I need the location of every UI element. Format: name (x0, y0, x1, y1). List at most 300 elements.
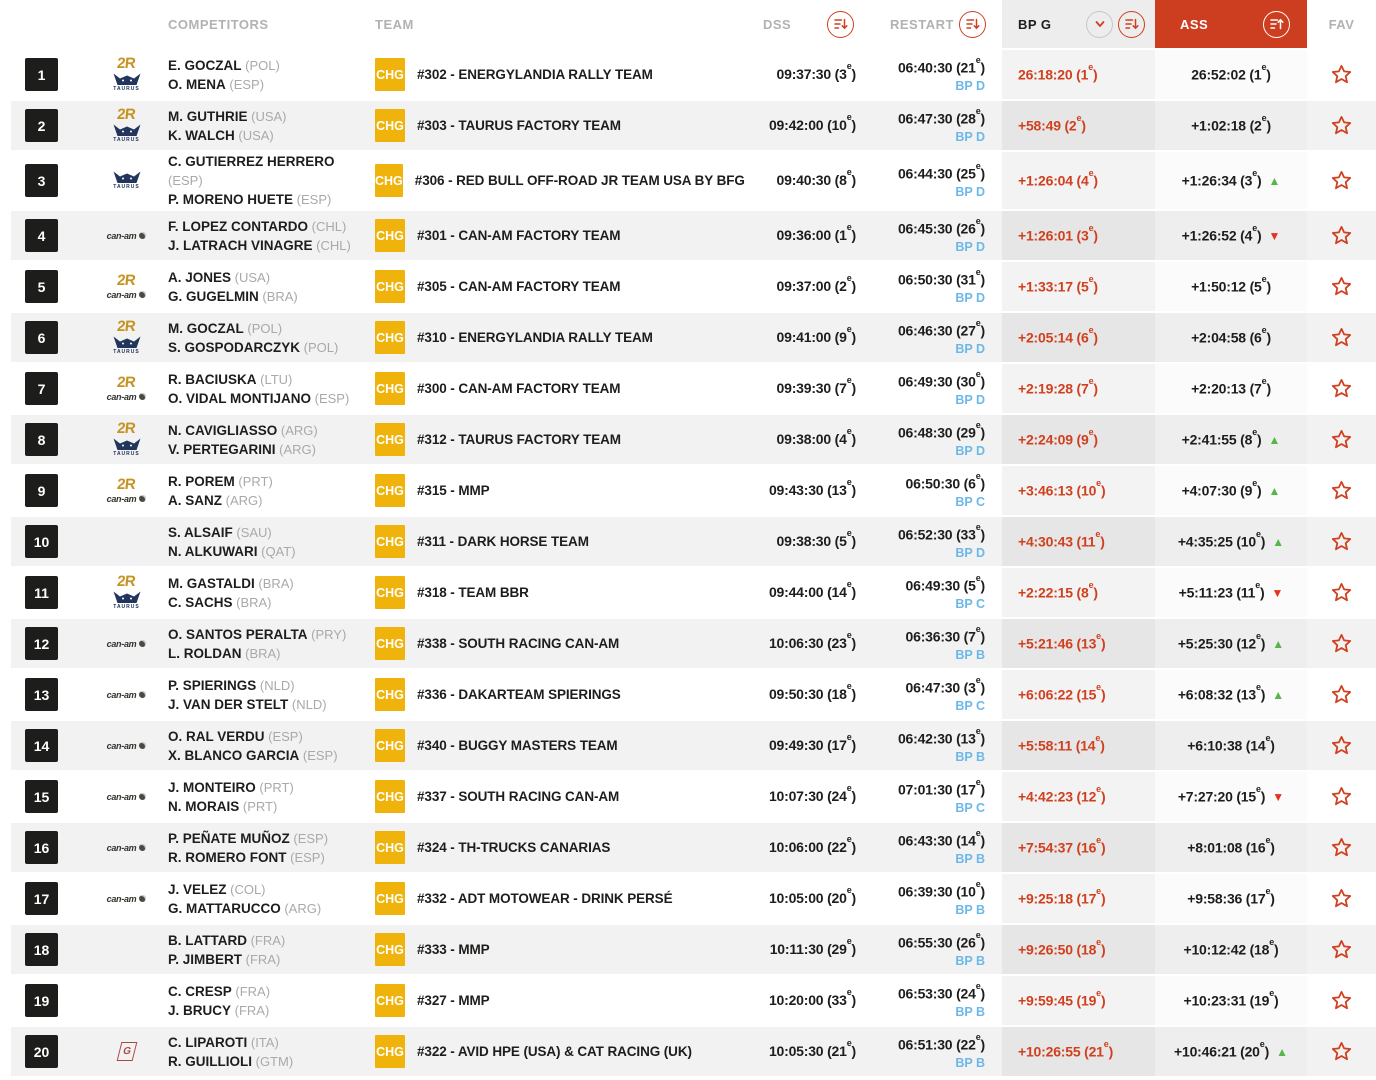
favorite-star-icon[interactable] (1331, 1041, 1352, 1062)
driver-line: J. BRUCY (FRA) (168, 1002, 270, 1018)
dss-time: 09:37:00 (2e) (776, 273, 856, 294)
team-logos (85, 843, 168, 853)
competitors-cell (168, 1033, 375, 1071)
bpg-time: 26:18:20 (1e) (1018, 62, 1098, 83)
driver-line: S. ALSAIF (SAU) (168, 524, 272, 540)
chg-badge: CHG (375, 58, 405, 91)
driver-line: R. BACIUSKA (LTU) (168, 371, 293, 387)
driver-line: F. LOPEZ CONTARDO (CHL) (168, 218, 347, 234)
restart-bp-label: BP D (955, 341, 985, 356)
competitors-cell (168, 829, 375, 867)
favorite-star-icon[interactable] (1331, 64, 1352, 85)
position-badge: 10 (25, 525, 58, 558)
bpg-sort-icon[interactable] (1118, 11, 1145, 38)
position-badge: 12 (25, 627, 58, 660)
restart-bp-label: BP D (955, 545, 985, 560)
canam-logo: can-am (107, 741, 147, 751)
bpg-time: +4:30:43 (11e) (1018, 529, 1105, 550)
2r-racing-logo: 2R (116, 106, 137, 123)
ass-time: +10:23:31 (19e) (1183, 988, 1279, 1009)
team-name: #305 - CAN-AM FACTORY TEAM (417, 279, 621, 294)
team-logos (85, 690, 168, 700)
dss-time: 09:38:30 (5e) (776, 528, 856, 549)
ass-time: +9:58:36 (17e) (1187, 886, 1275, 907)
ass-time: +5:11:23 (11e) (1178, 580, 1265, 601)
canam-logo: can-am (107, 843, 147, 853)
driver-line: J. MONTEIRO (PRT) (168, 779, 294, 795)
restart-bp-label: BP D (955, 129, 985, 144)
position-badge: 1 (25, 58, 58, 91)
driver-line: P. SPIERINGS (NLD) (168, 677, 295, 693)
table-row (11, 515, 1376, 566)
competitors-cell (168, 982, 375, 1020)
driver-line: O. VIDAL MONTIJANO (ESP) (168, 390, 350, 406)
team-logos (85, 271, 168, 300)
ass-time: +1:50:12 (5e) (1191, 274, 1271, 295)
team-name: #337 - SOUTH RACING CAN-AM (417, 789, 620, 804)
ass-time: +10:12:42 (18e) (1183, 937, 1279, 958)
team-name: #300 - CAN-AM FACTORY TEAM (417, 381, 621, 396)
team-name: #322 - AVID HPE (USA) & CAT RACING (UK) (417, 1044, 692, 1059)
restart-time: 06:44:30 (25e) (897, 161, 985, 182)
restart-time: 06:43:30 (14e) (897, 828, 985, 849)
driver-line: O. SANTOS PERALTA (PRY) (168, 626, 347, 642)
bpg-time: +9:59:45 (19e) (1018, 988, 1106, 1009)
position-badge: 20 (25, 1035, 58, 1068)
ass-time: +5:25:30 (12e) (1177, 631, 1266, 652)
table-row (11, 99, 1376, 150)
team-logos (85, 475, 168, 504)
driver-line: A. SANZ (ARG) (168, 492, 263, 508)
bpg-time: +1:33:17 (5e) (1018, 274, 1098, 295)
competitors-cell (168, 370, 375, 408)
favorite-star-icon[interactable] (1331, 735, 1352, 756)
col-bpg: BP G (1018, 16, 1052, 32)
dss-time: 10:05:00 (20e) (768, 885, 856, 906)
favorite-star-icon[interactable] (1331, 888, 1352, 909)
restart-time: 06:39:30 (10e) (897, 879, 985, 900)
trend-down-icon: ▼ (1272, 789, 1285, 804)
chg-badge: CHG (375, 576, 405, 609)
competitors-cell (168, 931, 375, 969)
chg-badge: CHG (375, 627, 405, 660)
team-logos (85, 741, 168, 751)
competitors-cell (168, 625, 375, 663)
dss-time: 09:36:00 (1e) (776, 222, 856, 243)
driver-line: E. GOCZAL (POL) (168, 57, 280, 73)
restart-time: 06:52:30 (33e) (897, 522, 985, 543)
table-row (11, 923, 1376, 974)
team-logos (85, 320, 168, 355)
taurus-logo: TAURUS (112, 171, 142, 190)
bpg-time: +2:24:09 (9e) (1018, 427, 1098, 448)
restart-bp-label: BP D (955, 184, 985, 199)
bpg-time: +9:26:50 (18e) (1018, 937, 1106, 958)
driver-line: J. LATRACH VINAGRE (CHL) (168, 237, 351, 253)
restart-time: 06:45:30 (26e) (897, 216, 985, 237)
team-logos (85, 373, 168, 402)
driver-line: N. CAVIGLIASSO (ARG) (168, 422, 318, 438)
dss-time: 09:41:00 (9e) (776, 324, 856, 345)
bpg-time: +7:54:37 (16e) (1018, 835, 1106, 856)
brp-dot-icon (139, 232, 146, 239)
trend-up-icon: ▲ (1268, 432, 1281, 447)
ass-time: +7:27:20 (15e) (1177, 784, 1266, 805)
canam-logo: can-am (107, 690, 147, 700)
driver-line: G. MATTARUCCO (ARG) (168, 900, 322, 916)
bpg-time: +4:42:23 (12e) (1018, 784, 1106, 805)
table-row (11, 311, 1376, 362)
competitors-cell (168, 268, 375, 306)
2r-racing-logo: 2R (116, 573, 137, 590)
bpg-time: +1:26:04 (4e) (1018, 168, 1098, 189)
position-badge: 13 (25, 678, 58, 711)
bpg-time: +1:26:01 (3e) (1018, 223, 1098, 244)
chg-badge: CHG (375, 525, 405, 558)
competitors-cell (168, 217, 375, 255)
favorite-star-icon[interactable] (1331, 786, 1352, 807)
favorite-star-icon[interactable] (1331, 582, 1352, 603)
dss-time: 09:39:30 (7e) (776, 375, 856, 396)
team-name: #333 - MMP (417, 942, 490, 957)
chg-badge: CHG (375, 882, 405, 915)
restart-bp-label: BP C (955, 800, 985, 815)
restart-time: 06:42:30 (13e) (897, 726, 985, 747)
favorite-star-icon[interactable] (1331, 225, 1352, 246)
favorite-star-icon[interactable] (1331, 276, 1352, 297)
dss-time: 10:11:30 (29e) (769, 936, 856, 957)
trend-up-icon: ▲ (1272, 534, 1285, 549)
competitors-cell (168, 107, 375, 145)
favorite-star-icon[interactable] (1331, 327, 1352, 348)
dss-time: 10:06:30 (23e) (768, 630, 856, 651)
brp-dot-icon (139, 793, 146, 800)
ass-time: +1:26:34 (3e) (1181, 168, 1262, 189)
ass-time: +1:26:52 (4e) (1181, 223, 1262, 244)
team-logos (85, 231, 168, 241)
dss-time: 09:50:30 (18e) (768, 681, 856, 702)
table-row (11, 770, 1376, 821)
driver-line: R. GUILLIOLI (GTM) (168, 1053, 294, 1069)
position-badge: 3 (25, 164, 58, 197)
dss-time: 10:07:30 (24e) (768, 783, 856, 804)
trend-down-icon: ▼ (1271, 585, 1284, 600)
restart-time: 07:01:30 (17e) (897, 777, 985, 798)
taurus-logo: TAURUS (112, 438, 142, 457)
bpg-time: +5:21:46 (13e) (1018, 631, 1106, 652)
restart-bp-label: BP D (955, 78, 985, 93)
trend-down-icon: ▼ (1268, 228, 1281, 243)
competitors-cell (168, 574, 375, 612)
canam-logo: can-am (107, 494, 147, 504)
restart-time: 06:50:30 (31e) (897, 267, 985, 288)
position-badge: 4 (25, 219, 58, 252)
driver-line: B. LATTARD (FRA) (168, 932, 286, 948)
table-row (11, 668, 1376, 719)
dss-time: 10:20:00 (33e) (768, 987, 856, 1008)
competitors-cell (168, 880, 375, 918)
chg-badge: CHG (375, 984, 405, 1017)
position-badge: 18 (25, 933, 58, 966)
bpg-chevron-down-icon[interactable] (1086, 11, 1113, 38)
chg-badge: CHG (375, 164, 403, 197)
table-row (11, 362, 1376, 413)
restart-time: 06:48:30 (29e) (897, 420, 985, 441)
chg-badge: CHG (375, 933, 405, 966)
team-logos (85, 1042, 168, 1061)
driver-line: X. BLANCO GARCIA (ESP) (168, 747, 338, 763)
bpg-time: +2:19:28 (7e) (1018, 376, 1098, 397)
chg-badge: CHG (375, 831, 405, 864)
team-logos (85, 792, 168, 802)
team-name: #303 - TAURUS FACTORY TEAM (417, 118, 621, 133)
table-row (11, 1025, 1376, 1076)
2r-racing-logo: 2R (116, 271, 137, 289)
restart-time: 06:46:30 (27e) (897, 318, 985, 339)
favorite-star-icon[interactable] (1331, 480, 1352, 501)
position-badge: 9 (25, 474, 58, 507)
bpg-time: +58:49 (2e) (1018, 113, 1086, 134)
trend-up-icon: ▲ (1272, 687, 1285, 702)
table-row (11, 617, 1376, 668)
favorite-star-icon[interactable] (1331, 429, 1352, 450)
restart-time: 06:50:30 (6e) (905, 471, 985, 492)
dss-time: 09:43:30 (13e) (768, 477, 856, 498)
competitors-cell (168, 676, 375, 714)
team-logos (85, 171, 168, 190)
favorite-star-icon[interactable] (1331, 990, 1352, 1011)
dss-time: 09:44:00 (14e) (768, 579, 856, 600)
restart-time: 06:55:30 (26e) (897, 930, 985, 951)
chg-badge: CHG (375, 270, 405, 303)
team-name: #327 - MMP (417, 993, 490, 1008)
competitors-cell (168, 727, 375, 765)
position-badge: 2 (25, 109, 58, 142)
team-name: #324 - TH-TRUCKS CANARIAS (417, 840, 611, 855)
bpg-time: +3:46:13 (10e) (1018, 478, 1106, 499)
restart-bp-label: BP B (955, 953, 985, 968)
driver-line: V. PERTEGARINI (ARG) (168, 441, 316, 457)
chg-badge: CHG (375, 729, 405, 762)
table-body (11, 48, 1376, 1076)
restart-bp-label: BP C (955, 596, 985, 611)
driver-line: G. GUGELMIN (BRA) (168, 288, 298, 304)
driver-line: C. CRESP (FRA) (168, 983, 271, 999)
competitors-cell (168, 523, 375, 561)
position-badge: 16 (25, 831, 58, 864)
chg-badge: CHG (375, 1035, 405, 1068)
chg-badge: CHG (375, 423, 405, 456)
restart-sort-icon[interactable] (959, 11, 986, 38)
competitors-cell (168, 778, 375, 816)
g-rally-team-logo: G (116, 1042, 137, 1061)
favorite-star-icon[interactable] (1331, 837, 1352, 858)
brp-dot-icon (139, 691, 146, 698)
favorite-star-icon[interactable] (1331, 115, 1352, 136)
col-position (11, 0, 85, 48)
brp-dot-icon (139, 393, 146, 400)
competitors-cell (168, 56, 375, 94)
favorite-star-icon[interactable] (1331, 170, 1352, 191)
driver-line: C. GUTIERREZ HERRERO (ESP) (168, 154, 335, 188)
restart-time: 06:40:30 (21e) (897, 55, 985, 76)
dss-time: 09:37:30 (3e) (776, 61, 856, 82)
ass-time: +2:20:13 (7e) (1191, 376, 1271, 397)
trend-up-icon: ▲ (1276, 1044, 1288, 1059)
position-badge: 7 (25, 372, 58, 405)
restart-bp-label: BP B (955, 1055, 985, 1070)
driver-line: O. RAL VERDU (ESP) (168, 728, 303, 744)
bpg-time: +2:22:15 (8e) (1018, 580, 1098, 601)
team-name: #340 - BUGGY MASTERS TEAM (417, 738, 618, 753)
team-name: #336 - DAKARTEAM SPIERINGS (417, 687, 621, 702)
team-name: #315 - MMP (417, 483, 490, 498)
table-row (11, 48, 1376, 99)
table-header (11, 0, 1376, 48)
dss-time: 10:06:00 (22e) (768, 834, 856, 855)
team-name: #302 - ENERGYLANDIA RALLY TEAM (417, 67, 653, 82)
team-name: #311 - DARK HORSE TEAM (417, 534, 589, 549)
team-logos (85, 575, 168, 610)
favorite-star-icon[interactable] (1331, 939, 1352, 960)
2r-racing-logo: 2R (116, 318, 137, 335)
driver-line: C. LIPAROTI (ITA) (168, 1034, 279, 1050)
table-row (11, 260, 1376, 311)
position-badge: 14 (25, 729, 58, 762)
position-badge: 17 (25, 882, 58, 915)
ass-time: +6:10:38 (14e) (1187, 733, 1275, 754)
team-logos (85, 108, 168, 143)
driver-line: S. GOSPODARCZYK (POL) (168, 339, 339, 355)
team-logos (85, 639, 168, 649)
ass-time: +1:02:18 (2e) (1191, 113, 1271, 134)
dss-time: 09:49:30 (17e) (768, 732, 856, 753)
2r-racing-logo: 2R (116, 373, 137, 391)
table-row (11, 974, 1376, 1025)
table-row (11, 150, 1376, 209)
driver-line: M. GOCZAL (POL) (168, 320, 283, 336)
canam-logo: can-am (107, 894, 147, 904)
trend-up-icon: ▲ (1268, 483, 1281, 498)
dss-time: 10:05:30 (21e) (768, 1038, 856, 1059)
brp-dot-icon (139, 640, 146, 647)
competitors-cell (168, 421, 375, 459)
canam-logo: can-am (107, 392, 147, 402)
chg-badge: CHG (375, 109, 405, 142)
col-restart: RESTART (890, 16, 954, 32)
team-name: #318 - TEAM BBR (417, 585, 529, 600)
table-row (11, 209, 1376, 260)
favorite-star-icon[interactable] (1331, 531, 1352, 552)
table-row (11, 821, 1376, 872)
driver-line: J. VAN DER STELT (NLD) (168, 696, 327, 712)
bpg-time: +10:26:55 (21e) (1018, 1039, 1114, 1060)
favorite-star-icon[interactable] (1331, 378, 1352, 399)
favorite-star-icon[interactable] (1331, 633, 1352, 654)
col-logo (85, 0, 168, 48)
taurus-logo: TAURUS (112, 124, 142, 143)
canam-logo: can-am (107, 792, 147, 802)
restart-bp-label: BP D (955, 239, 985, 254)
ass-time: +6:08:32 (13e) (1177, 682, 1266, 703)
dss-time: 09:40:30 (8e) (776, 167, 856, 188)
position-badge: 15 (25, 780, 58, 813)
col-competitors: COMPETITORS (168, 16, 269, 32)
restart-bp-label: BP C (955, 494, 985, 509)
col-team: TEAM (375, 16, 414, 32)
chg-badge: CHG (375, 678, 405, 711)
table-row (11, 413, 1376, 464)
restart-bp-label: BP B (955, 1004, 985, 1019)
dss-time: 09:38:00 (4e) (776, 426, 856, 447)
competitors-cell (168, 472, 375, 510)
ass-time: +2:41:55 (8e) (1181, 427, 1262, 448)
driver-line: K. WALCH (USA) (168, 127, 274, 143)
brp-dot-icon (139, 291, 146, 298)
driver-line: M. GUTHRIE (USA) (168, 108, 287, 124)
ass-sort-icon[interactable] (1263, 11, 1290, 38)
taurus-logo: TAURUS (112, 336, 142, 355)
dss-sort-icon[interactable] (827, 11, 854, 38)
restart-time: 06:53:30 (24e) (897, 981, 985, 1002)
brp-dot-icon (139, 495, 146, 502)
canam-logo: can-am (107, 290, 147, 300)
driver-line: N. ALKUWARI (QAT) (168, 543, 296, 559)
ass-time: +4:35:25 (10e) (1177, 529, 1266, 550)
restart-bp-label: BP B (955, 902, 985, 917)
table-row (11, 566, 1376, 617)
restart-bp-label: BP D (955, 392, 985, 407)
restart-time: 06:49:30 (30e) (897, 369, 985, 390)
bpg-time: +6:06:22 (15e) (1018, 682, 1106, 703)
competitors-cell (168, 152, 375, 209)
taurus-logo: TAURUS (112, 591, 142, 610)
ass-time: +10:46:21 (20e) (1174, 1039, 1270, 1060)
driver-line: R. ROMERO FONT (ESP) (168, 849, 325, 865)
restart-bp-label: BP C (955, 698, 985, 713)
table-row (11, 464, 1376, 515)
favorite-star-icon[interactable] (1331, 684, 1352, 705)
brp-dot-icon (139, 742, 146, 749)
position-badge: 11 (25, 576, 58, 609)
driver-line: P. PEÑATE MUÑOZ (ESP) (168, 830, 329, 846)
driver-line: O. MENA (ESP) (168, 76, 265, 92)
brp-dot-icon (139, 895, 146, 902)
bpg-time: +5:58:11 (14e) (1018, 733, 1105, 754)
dss-time: 09:42:00 (10e) (768, 112, 856, 133)
canam-logo: can-am (107, 639, 147, 649)
ass-time: +2:04:58 (6e) (1191, 325, 1271, 346)
driver-line: A. JONES (USA) (168, 269, 271, 285)
table-row (11, 872, 1376, 923)
trend-up-icon: ▲ (1268, 173, 1281, 188)
team-logos (85, 422, 168, 457)
driver-line: P. MORENO HUETE (ESP) (168, 192, 332, 207)
col-dss: DSS (763, 16, 792, 32)
ass-time: +8:01:08 (16e) (1187, 835, 1275, 856)
trend-up-icon: ▲ (1272, 636, 1285, 651)
team-name: #312 - TAURUS FACTORY TEAM (417, 432, 621, 447)
bpg-time: +9:25:18 (17e) (1018, 886, 1106, 907)
bpg-time: +2:05:14 (6e) (1018, 325, 1098, 346)
restart-time: 06:51:30 (22e) (897, 1032, 985, 1053)
table-row (11, 719, 1376, 770)
restart-time: 06:47:30 (3e) (905, 675, 985, 696)
2r-racing-logo: 2R (116, 420, 137, 437)
col-ass: ASS (1180, 16, 1209, 32)
restart-bp-label: BP B (955, 749, 985, 764)
team-name: #306 - RED BULL OFF-ROAD JR TEAM USA BY BFG (414, 173, 745, 188)
